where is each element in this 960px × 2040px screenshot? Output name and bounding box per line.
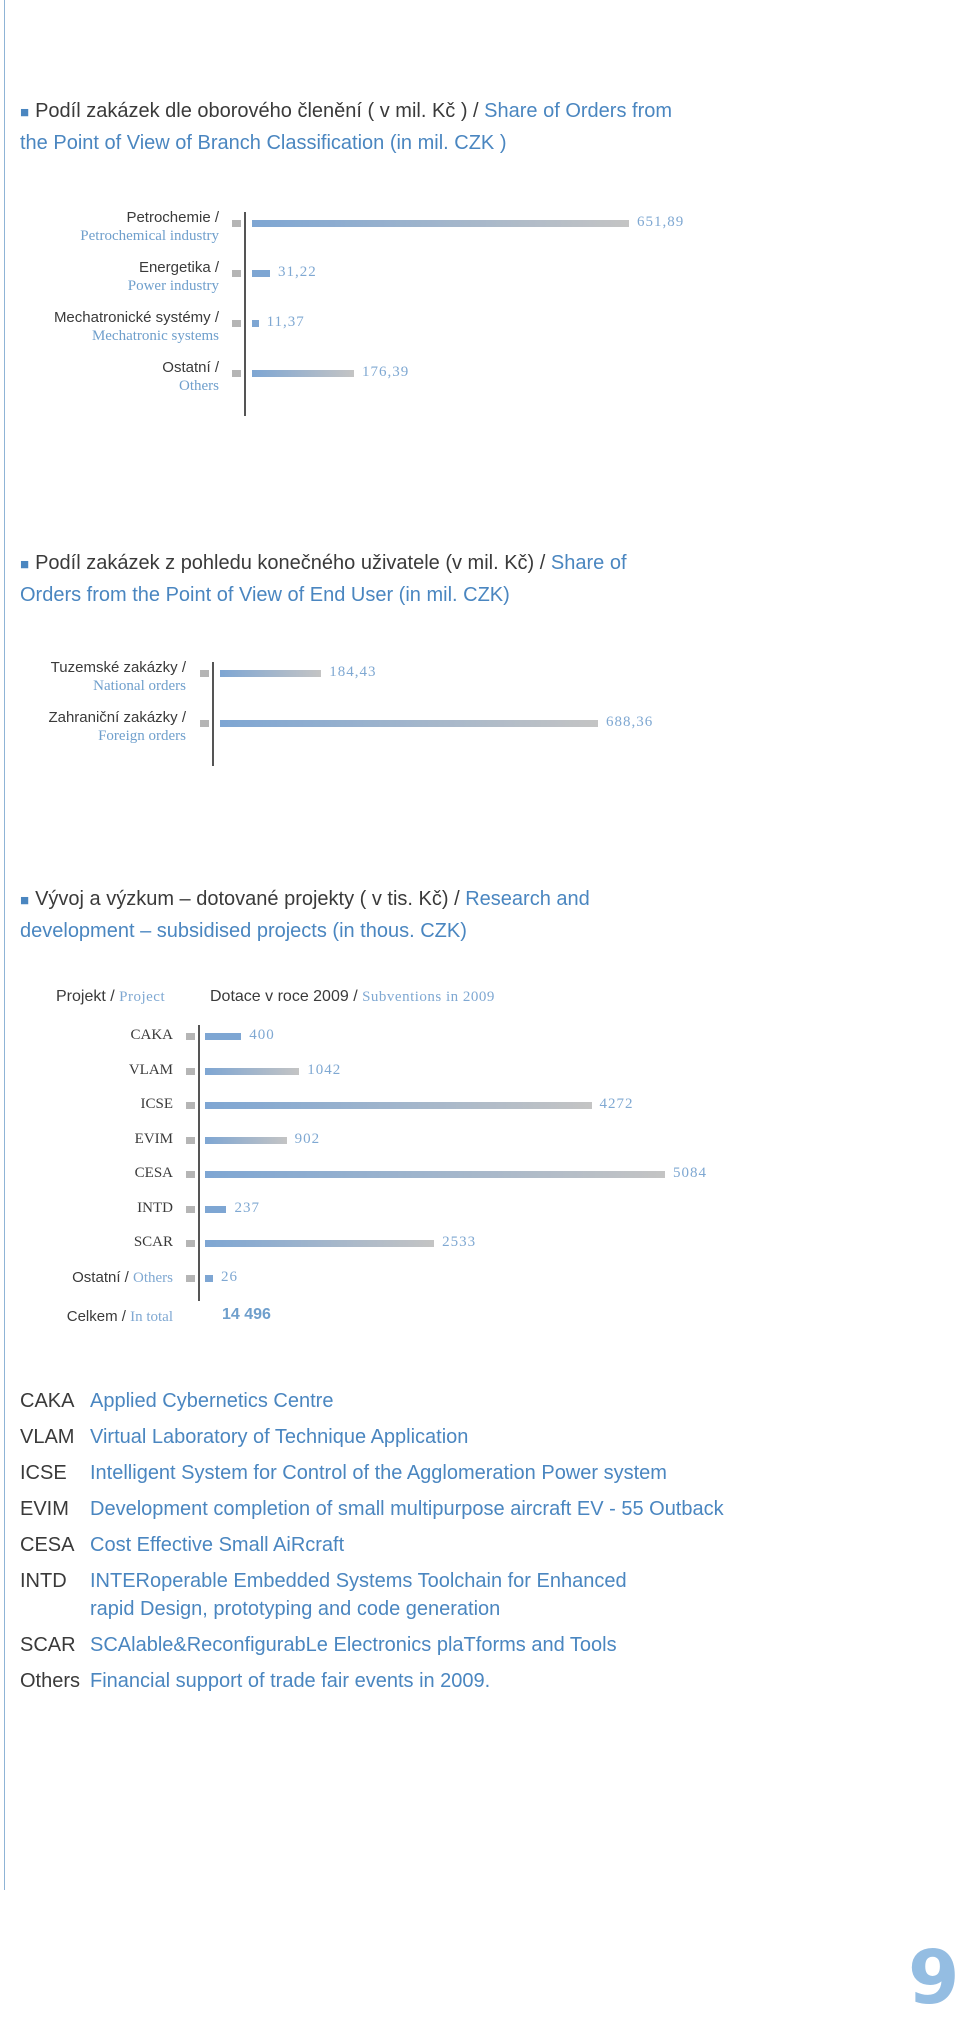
glossary-description: Development completion of small multipurpose aircraft EV - 55 Outback bbox=[90, 1498, 724, 1520]
glossary-description: Virtual Laboratory of Technique Application bbox=[90, 1426, 469, 1448]
bar bbox=[252, 270, 270, 277]
column-header-project-en: Project bbox=[119, 989, 166, 1005]
section2-heading-en: Share of Orders from the Point of View of End User (in mil. CZK) bbox=[20, 552, 627, 606]
glossary-row bbox=[20, 1563, 920, 1627]
category-label bbox=[72, 1269, 173, 1287]
total-label-en: In total bbox=[130, 1309, 173, 1325]
category-label-en: Others bbox=[179, 378, 219, 394]
bar bbox=[205, 1102, 592, 1109]
bar-tick-marker bbox=[186, 1033, 195, 1040]
glossary-abbreviation: CAKA bbox=[20, 1390, 75, 1412]
section3-heading-en: Research and development – subsidised projects (in thous. CZK) bbox=[20, 888, 590, 942]
bar-tick-marker bbox=[232, 220, 241, 227]
bar bbox=[205, 1171, 665, 1178]
section1-heading-cz: Podíl zakázek dle oborového členění ( v mil. Kč ) / bbox=[35, 100, 485, 122]
section1-heading bbox=[20, 96, 680, 158]
bar-value-label: 31,22 bbox=[278, 264, 317, 280]
category-label bbox=[128, 258, 219, 296]
chart-axis-line bbox=[198, 1025, 200, 1301]
category-label bbox=[48, 708, 186, 746]
bullet-square-icon: ■ bbox=[20, 892, 30, 909]
column-header-project bbox=[56, 988, 165, 1006]
total-label-cz: Celkem / bbox=[66, 1308, 131, 1325]
glossary-description: Applied Cybernetics Centre bbox=[90, 1390, 334, 1412]
column-header-subsidy-cz: Dotace v roce 2009 / bbox=[210, 988, 363, 1005]
glossary-description: SCAlable&ReconfigurabLe Electronics plaTforms and Tools bbox=[90, 1634, 617, 1656]
glossary-description: INTERoperable Embedded Systems Toolchain for Enhanced bbox=[90, 1570, 627, 1592]
bar-value-label: 26 bbox=[221, 1268, 238, 1285]
bullet-square-icon: ■ bbox=[20, 556, 30, 573]
bar-tick-marker bbox=[186, 1275, 195, 1282]
bar bbox=[205, 1275, 213, 1282]
category-label bbox=[54, 308, 219, 346]
left-margin-rule bbox=[4, 0, 5, 1890]
bar-tick-marker bbox=[232, 320, 241, 327]
bar bbox=[205, 1033, 241, 1040]
category-label: INTD bbox=[137, 1199, 173, 1216]
category-label-cz: Zahraniční zakázky / bbox=[48, 709, 186, 726]
bar bbox=[220, 720, 598, 727]
category-label-cz: Petrochemie / bbox=[126, 209, 219, 226]
glossary-abbreviation: Others bbox=[20, 1670, 81, 1692]
column-header-subsidy bbox=[210, 988, 495, 1006]
bar-value-label: 237 bbox=[234, 1199, 260, 1216]
glossary-row bbox=[20, 1419, 920, 1455]
bar bbox=[252, 320, 259, 327]
bar bbox=[205, 1137, 287, 1144]
glossary-abbreviation: INTD bbox=[20, 1570, 67, 1592]
chart-axis-line bbox=[244, 212, 246, 416]
bar-value-label: 184,43 bbox=[329, 664, 377, 680]
glossary-description: Financial support of trade fair events in 2009. bbox=[90, 1670, 491, 1692]
category-label-en: Mechatronic systems bbox=[91, 328, 219, 344]
bar-tick-marker bbox=[186, 1206, 195, 1213]
glossary-row bbox=[20, 1383, 920, 1419]
bar-value-label: 902 bbox=[294, 1130, 321, 1147]
category-label-cz: Ostatní / bbox=[162, 359, 219, 376]
glossary-row bbox=[20, 1627, 920, 1663]
bar-value-label: 4272 bbox=[599, 1096, 634, 1112]
category-label-en: Others bbox=[133, 1269, 173, 1286]
category-label-en: Foreign orders bbox=[98, 728, 186, 744]
bar-tick-marker bbox=[186, 1137, 195, 1144]
bar bbox=[220, 670, 321, 677]
bar-tick-marker bbox=[200, 720, 209, 727]
category-label-cz: Ostatní / bbox=[72, 1268, 133, 1286]
section3-heading bbox=[20, 884, 680, 946]
bullet-square-icon: ■ bbox=[20, 104, 30, 121]
category-label-en: National orders bbox=[93, 678, 186, 694]
category-label: ICSE bbox=[140, 1096, 173, 1112]
glossary-abbreviation: VLAM bbox=[20, 1426, 75, 1448]
glossary-abbreviation: SCAR bbox=[20, 1634, 76, 1656]
bar-value-label: 11,37 bbox=[266, 314, 305, 330]
glossary-abbreviation: ICSE bbox=[20, 1462, 67, 1484]
glossary-description: Cost Effective Small AiRcraft bbox=[90, 1534, 345, 1556]
category-label-cz: Tuzemské zakázky / bbox=[50, 659, 186, 676]
bar-tick-marker bbox=[186, 1240, 195, 1247]
category-label: EVIM bbox=[134, 1130, 173, 1147]
bar bbox=[205, 1068, 299, 1075]
section1-heading-en: Share of Orders from the Point of View of Branch Classification (in mil. CZK ) bbox=[20, 100, 673, 154]
column-header-project-cz: Projekt / bbox=[56, 988, 120, 1005]
category-label: VLAM bbox=[128, 1061, 173, 1078]
section3-heading-cz: Vývoj a výzkum – dotované projekty ( v tis. Kč) / bbox=[35, 888, 466, 910]
glossary-abbreviation: EVIM bbox=[20, 1498, 69, 1520]
category-label-cz: Mechatronické systémy / bbox=[53, 309, 219, 326]
glossary-description: Intelligent System for Control of the Agglomeration Power system bbox=[90, 1462, 667, 1484]
bar-value-label: 176,39 bbox=[362, 364, 410, 380]
glossary-abbreviation: CESA bbox=[20, 1534, 75, 1556]
bar-tick-marker bbox=[232, 370, 241, 377]
total-value: 14 496 bbox=[222, 1306, 271, 1323]
glossary-description-cont: rapid Design, prototyping and code generation bbox=[90, 1598, 501, 1620]
section2-heading bbox=[20, 548, 680, 610]
bar-tick-marker bbox=[186, 1068, 195, 1075]
bar bbox=[205, 1206, 226, 1213]
bar-tick-marker bbox=[186, 1171, 195, 1178]
bar bbox=[205, 1240, 434, 1247]
bar-tick-marker bbox=[186, 1102, 195, 1109]
category-label bbox=[51, 658, 186, 696]
bar-value-label: 400 bbox=[249, 1027, 275, 1043]
bar-tick-marker bbox=[232, 270, 241, 277]
category-label-en: Power industry bbox=[127, 278, 219, 294]
bar-value-label: 1042 bbox=[307, 1061, 342, 1078]
section2-heading-cz: Podíl zakázek z pohledu konečného uživatele (v mil. Kč) / bbox=[35, 552, 551, 574]
bar-value-label: 688,36 bbox=[606, 714, 654, 730]
category-label: CAKA bbox=[130, 1027, 173, 1043]
glossary-row bbox=[20, 1455, 920, 1491]
project-glossary bbox=[20, 1383, 920, 1699]
bar bbox=[252, 370, 354, 377]
bar bbox=[252, 220, 629, 227]
category-label bbox=[80, 208, 219, 246]
glossary-row bbox=[20, 1491, 920, 1527]
bar-value-label: 5084 bbox=[673, 1165, 707, 1181]
column-header-subsidy-en: Subventions in 2009 bbox=[362, 989, 495, 1005]
category-label: CESA bbox=[134, 1165, 173, 1181]
category-label: SCAR bbox=[133, 1234, 173, 1250]
chart-axis-line bbox=[212, 662, 214, 766]
bar-tick-marker bbox=[200, 670, 209, 677]
bar-value-label: 651,89 bbox=[637, 214, 685, 230]
total-label bbox=[67, 1308, 173, 1326]
category-label bbox=[162, 358, 219, 396]
page-number: 9 bbox=[908, 1935, 960, 2021]
category-label-cz: Energetika / bbox=[138, 259, 219, 276]
category-label-en: Petrochemical industry bbox=[80, 228, 219, 244]
glossary-row bbox=[20, 1527, 920, 1563]
bar-value-label: 2533 bbox=[442, 1234, 477, 1250]
glossary-row bbox=[20, 1663, 920, 1699]
